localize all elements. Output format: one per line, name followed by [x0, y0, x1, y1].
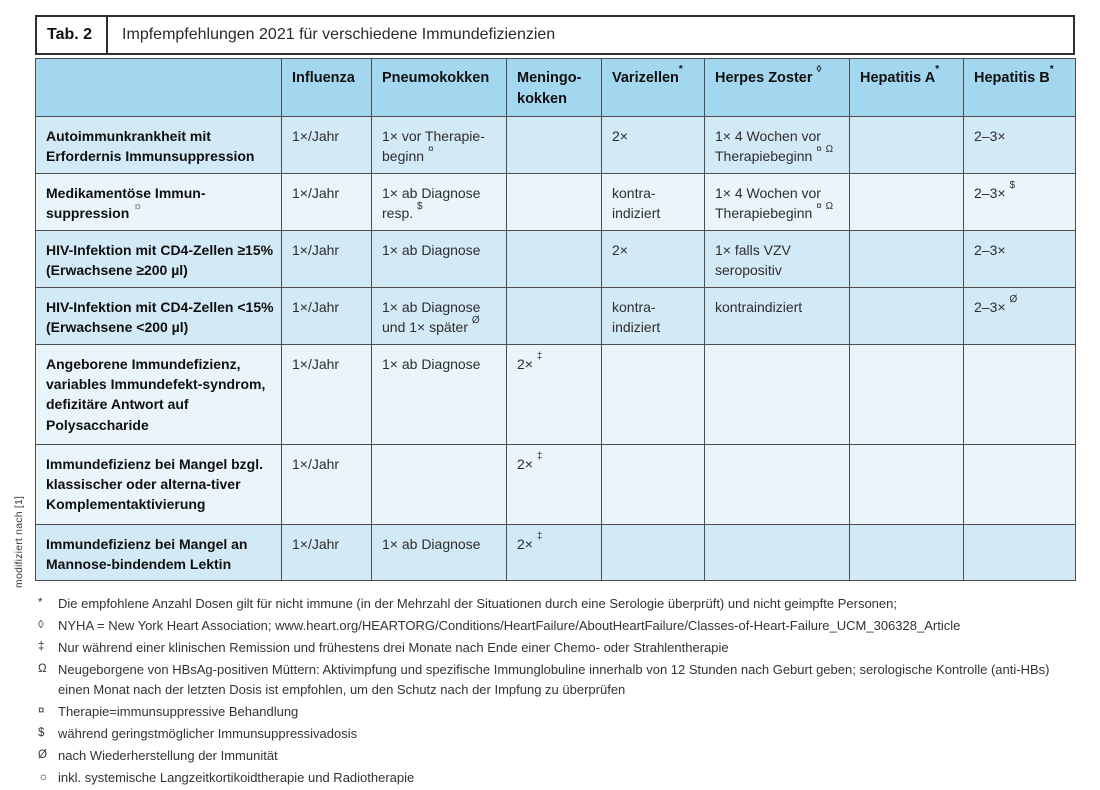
- footnote-currency: [38, 702, 1075, 722]
- cell-hepatitis-b: [964, 344, 1076, 444]
- cell-varizellen: [602, 344, 705, 444]
- cell-varizellen: kontra-indiziert: [602, 288, 705, 345]
- column-header-empty: [36, 59, 282, 117]
- cell-hepatitis-b: [964, 524, 1076, 581]
- footnote-marker: Ø: [38, 749, 47, 762]
- footnote-marker: ☼: [38, 771, 49, 784]
- table-row-hiv-cd4-ge15: [36, 231, 1076, 288]
- row-label: Autoimmunkrankheit mit Erfordernis Immunsuppression: [36, 117, 282, 174]
- cell-meningokokken: [507, 117, 602, 174]
- cell-influenza: 1×/Jahr: [282, 524, 372, 581]
- footnote-text: Nur während einer klinischen Remission und frühestens drei Monate nach Ende einer Chemo- oder Strahlentherapie: [58, 640, 729, 656]
- cell-hepatitis-a: [850, 524, 964, 581]
- column-header-pneumokokken: Pneumokokken: [372, 59, 507, 117]
- cell-pneumokokken: 1× ab Diagnose resp. $: [372, 174, 507, 231]
- cell-pneumokokken: 1× ab Diagnose und 1× später $^Ø$: [372, 288, 507, 345]
- footnote-text: während geringstmöglicher Immunsuppressivadosis: [58, 726, 358, 742]
- cell-herpes-zoster: 1× falls VZV seropositiv: [705, 231, 850, 288]
- cell-varizellen: 2×: [602, 231, 705, 288]
- cell-pneumokokken: [372, 444, 507, 524]
- cell-meningokokken: [507, 174, 602, 231]
- table-row-mannose-lektin-mangel: [36, 524, 1076, 581]
- column-header-hepatitis-a: Hepatitis A*: [850, 59, 964, 117]
- cell-influenza: 1×/Jahr: [282, 344, 372, 444]
- vaccination-table: [35, 58, 1076, 581]
- footnote-slashed-o: [38, 746, 1075, 766]
- header-row: [36, 59, 1076, 117]
- cell-varizellen: [602, 524, 705, 581]
- cell-hepatitis-a: [850, 444, 964, 524]
- cell-influenza: 1×/Jahr: [282, 288, 372, 345]
- cell-hepatitis-b: [964, 444, 1076, 524]
- cell-pneumokokken: 1× ab Diagnose: [372, 344, 507, 444]
- column-header-herpes-zoster: Herpes Zoster ◊: [705, 59, 850, 117]
- table-figure: [13, 15, 1075, 790]
- cell-herpes-zoster: 1× 4 Wochen vor Therapiebeginn ¤ $^\Omega$: [705, 117, 850, 174]
- cell-herpes-zoster: kontraindiziert: [705, 288, 850, 345]
- cell-hepatitis-a: [850, 231, 964, 288]
- cell-herpes-zoster: [705, 524, 850, 581]
- footnote-text: nach Wiederherstellung der Immunität: [58, 748, 278, 764]
- footnote-text: Die empfohlene Anzahl Dosen gilt für nicht immune (in der Mehrzahl der Situationen durch eine Serologie überprüft) und nicht geimpfte Personen;: [58, 596, 897, 612]
- cell-influenza: 1×/Jahr: [282, 444, 372, 524]
- cell-herpes-zoster: [705, 444, 850, 524]
- footnote-text: inkl. systemische Langzeitkortikoidtherapie und Radiotherapie: [58, 770, 415, 786]
- row-label: HIV-Infektion mit CD4-Zellen ≥15% (Erwachsene ≥200 µl): [36, 231, 282, 288]
- cell-meningokokken: [507, 231, 602, 288]
- cell-meningokokken: [507, 288, 602, 345]
- cell-varizellen: 2×: [602, 117, 705, 174]
- cell-herpes-zoster: [705, 344, 850, 444]
- cell-herpes-zoster: 1× 4 Wochen vor Therapiebeginn ¤ $^\Omega$: [705, 174, 850, 231]
- footnote-asterisk: [38, 594, 1075, 614]
- cell-hepatitis-b: 2–3× $: [964, 174, 1076, 231]
- cell-influenza: 1×/Jahr: [282, 117, 372, 174]
- footnote-sun: [38, 768, 1075, 788]
- footnotes: [35, 594, 1075, 788]
- table-row-angeborene-immundefizienz: [36, 344, 1076, 444]
- column-header-varizellen: Varizellen*: [602, 59, 705, 117]
- footnote-text: Neugeborgene von HBsAg-positiven Müttern: Aktivimpfung und spezifische Immunglobuline innerhalb von 12 Stunden nach Geburt geben; serologische Kontrolle (anti-HBs) einen Monat nach der letzten Dosis ist empfohlen, um den Schutz nach der Impfung zu überprüfen: [58, 662, 1050, 698]
- footnote-marker: ‡: [38, 641, 45, 654]
- cell-varizellen: kontra-indiziert: [602, 174, 705, 231]
- footnote-double-dagger: [38, 638, 1075, 658]
- footnote-dollar: [38, 724, 1075, 744]
- table-row-autoimmunkrankheit: [36, 117, 1076, 174]
- footnote-marker: Ω: [38, 663, 47, 676]
- footnote-diamond: [38, 616, 1075, 636]
- cell-hepatitis-a: [850, 344, 964, 444]
- cell-pneumokokken: 1× ab Diagnose: [372, 231, 507, 288]
- table-tag: Tab. 2: [37, 17, 108, 53]
- row-label: Immundefizienz bei Mangel an Mannose-bindendem Lektin: [36, 524, 282, 581]
- cell-hepatitis-a: [850, 288, 964, 345]
- footnote-text: Therapie=immunsuppressive Behandlung: [58, 704, 299, 720]
- footnote-omega: [38, 660, 1075, 700]
- cell-hepatitis-a: [850, 174, 964, 231]
- row-label: HIV-Infektion mit CD4-Zellen <15% (Erwachsene <200 µl): [36, 288, 282, 345]
- cell-hepatitis-b: 2–3×: [964, 117, 1076, 174]
- cell-pneumokokken: 1× vor Therapie-beginn ¤: [372, 117, 507, 174]
- cell-meningokokken: 2× ‡: [507, 344, 602, 444]
- footnote-marker: *: [38, 597, 43, 610]
- cell-pneumokokken: 1× ab Diagnose: [372, 524, 507, 581]
- column-header-meningokokken: Meningo-kokken: [507, 59, 602, 117]
- cell-influenza: 1×/Jahr: [282, 231, 372, 288]
- column-header-hepatitis-b: Hepatitis B*: [964, 59, 1076, 117]
- footnote-text: NYHA = New York Heart Association; www.heart.org/HEARTORG/Conditions/HeartFailure/AboutHeartFailure/Classes-of-Heart-Failure_UCM_306328_Article: [58, 618, 961, 634]
- table-row-komplementaktivierung-mangel: [36, 444, 1076, 524]
- cell-influenza: 1×/Jahr: [282, 174, 372, 231]
- row-label: Medikamentöse Immun-suppression ☼: [36, 174, 282, 231]
- cell-meningokokken: 2× ‡: [507, 444, 602, 524]
- table-title: Impfempfehlungen 2021 für verschiedene Immundefizienzien: [122, 26, 556, 43]
- footnote-marker: $: [38, 727, 45, 740]
- table-row-medikamentoese-immunsuppression: [36, 174, 1076, 231]
- cell-varizellen: [602, 444, 705, 524]
- cell-hepatitis-a: [850, 117, 964, 174]
- footnote-marker: ◊: [38, 619, 44, 632]
- table-row-hiv-cd4-lt15: [36, 288, 1076, 345]
- cell-hepatitis-b: 2–3×: [964, 231, 1076, 288]
- cell-meningokokken: 2× ‡: [507, 524, 602, 581]
- column-header-influenza: Influenza: [282, 59, 372, 117]
- row-label: Angeborene Immundefizienz, variables Immundefekt-syndrom, defizitäre Antwort auf Polysaccharide: [36, 344, 282, 444]
- row-label: Immundefizienz bei Mangel bzgl. klassischer oder alterna-tiver Komplementaktivierung: [36, 444, 282, 524]
- table-titlebar: [35, 15, 1075, 55]
- footnote-marker: ¤: [38, 705, 45, 718]
- cell-hepatitis-b: 2–3× $^Ø$: [964, 288, 1076, 345]
- source-note: modifiziert nach [1]: [13, 495, 25, 588]
